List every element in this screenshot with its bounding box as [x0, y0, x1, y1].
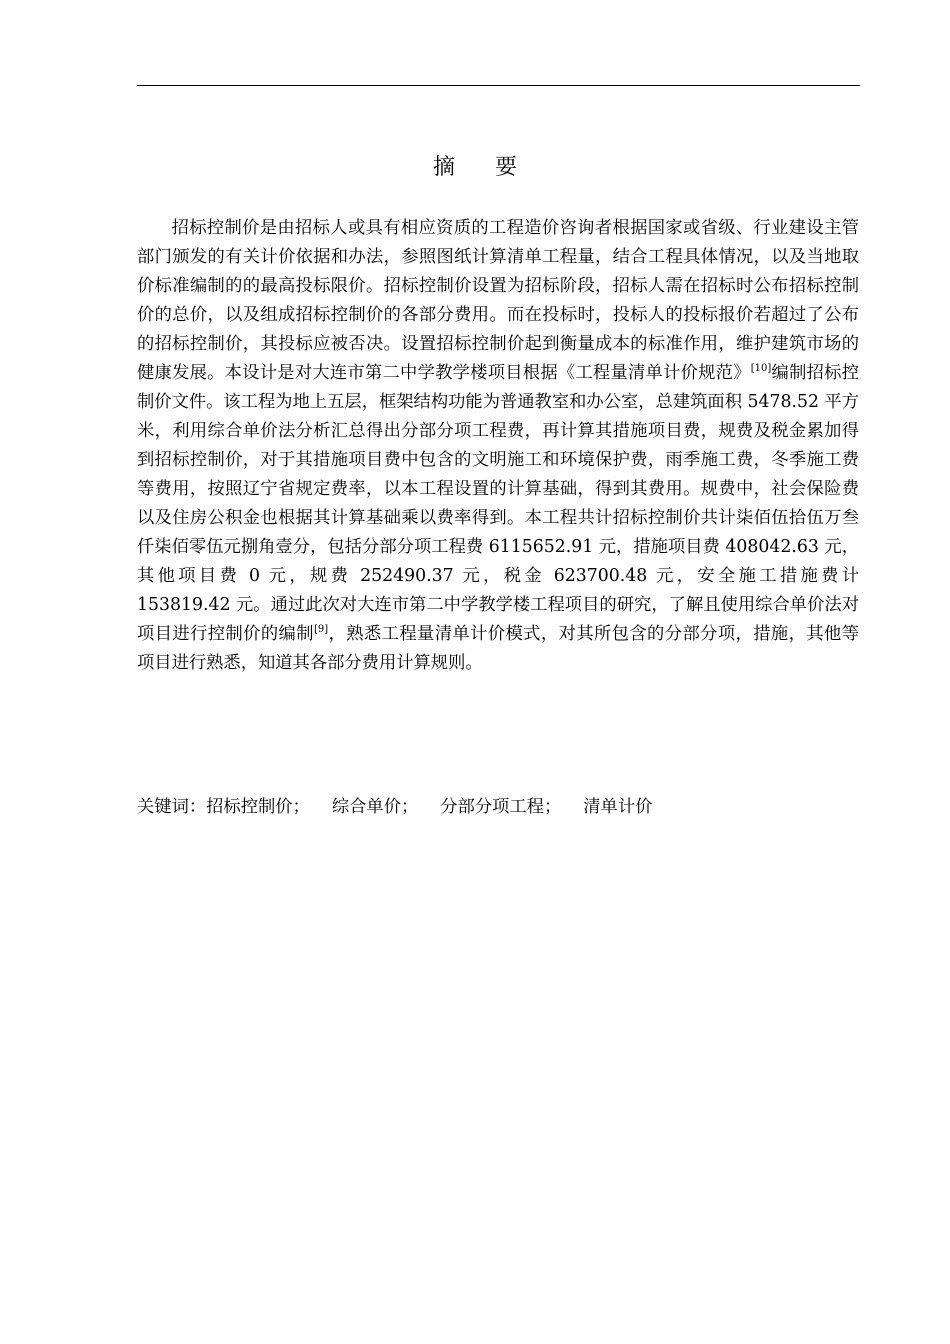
header-rule	[137, 85, 860, 86]
keyword-item: 招标控制价；	[206, 797, 310, 817]
keywords-line	[137, 792, 859, 822]
keyword-item: 清单计价	[583, 797, 653, 817]
keyword-item: 分部分项工程；	[440, 797, 562, 817]
citation-10: [10]	[750, 363, 772, 375]
abstract-text-2: 编制招标控制价文件。该工程为地上五层，框架结构功能为普通教室和办公室，总建筑面积 5478.52 平方米，利用综合单价法分析汇总得出分部分项工程费，再计算其措施项目费，规费及税金累加得到招标控制价，对于其措施项目费中包含的文明施工和环境保护费，雨季施工费，冬季施工费等费用，按照辽宁省规定费率，以本工程设置的计算基础，得到其费用。规费中，社会保险费以及住房公积金也根据其计算基础乘以费率得到。本工程共计招标控制价共计柒佰伍拾伍万叁仟柒佰零伍元捌角壹分，包括分部分项工程费 6115652.91 元，措施项目费 408042.63 元，其他项目费 0 元，规费 252490.37 元，税金 623700.48 元，安全施工措施费计 153819.42 元。通过此次对大连市第二中学教学楼工程项目的研究，了解且使用综合单价法对项目进行控制价的编制	[137, 363, 859, 644]
keyword-item: 综合单价；	[331, 797, 419, 817]
abstract-paragraph	[137, 214, 859, 678]
page-title	[0, 150, 950, 186]
abstract-text-1: 招标控制价是由招标人或具有相应资质的工程造价咨询者根据国家或省级、行业建设主管部门颁发的有关计价依据和办法，参照图纸计算清单工程量，结合工程具体情况，以及当地取价标准编制的的最高投标限价。招标控制价设置为招标阶段，招标人需在招标时公布招标控制价的总价，以及组成招标控制价的各部分费用。而在投标时，投标人的投标报价若超过了公布的招标控制价，其投标应被否决。设置招标控制价起到衡量成本的标准作用，维护建筑市场的健康发展。本设计是对大连市第二中学教学楼项目根据《工程量清单计价规范》	[137, 218, 859, 383]
abstract-text-3: ，熟悉工程量清单计价模式，对其所包含的分部分项，措施，其他等项目进行熟悉，知道其各部分费用计算规则。	[137, 624, 859, 673]
keywords-label: 关键词：	[137, 797, 207, 817]
title-char-1: 摘	[432, 155, 455, 180]
title-char-2: 要	[495, 155, 518, 180]
citation-9: [9]	[313, 624, 329, 636]
